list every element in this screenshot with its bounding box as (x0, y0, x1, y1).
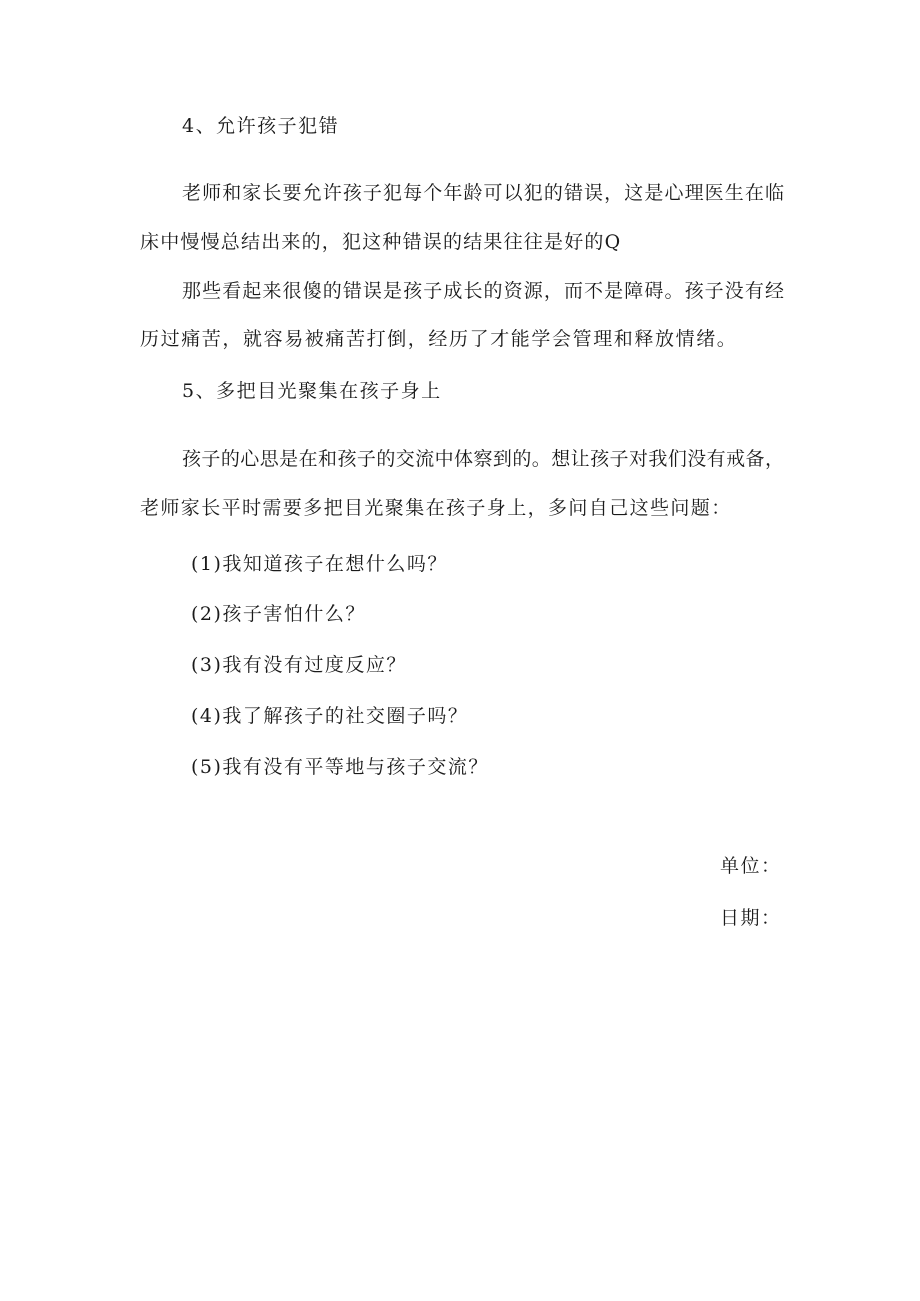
question-item-1: (1)我知道孩子在想什么吗？ (191, 553, 448, 575)
date-label: 日期： (720, 907, 782, 929)
section-4-paragraph-1-line-1: 老师和家长要允许孩子犯每个年龄可以犯的错误，这是心理医生在临 (182, 182, 784, 204)
section-4-paragraph-1-line-2: 床中慢慢总结出来的，犯这种错误的结果往往是好的Q (140, 231, 622, 253)
unit-label: 单位： (720, 855, 782, 877)
section-5-paragraph-1-line-1: 孩子的心思是在和孩子的交流中体察到的。想让孩子对我们没有戒备， (182, 448, 784, 470)
section-4-heading: 4、允许孩子犯错 (182, 115, 340, 137)
question-item-4: (4)我了解孩子的社交圈子吗？ (191, 705, 469, 727)
section-4-paragraph-2-line-1: 那些看起来很傻的错误是孩子成长的资源，而不是障碍。孩子没有经 (182, 280, 784, 302)
section-5-paragraph-1-line-2: 老师家长平时需要多把目光聚集在孩子身上，多问自己这些问题： (140, 497, 732, 519)
section-4-paragraph-2-line-2: 历过痛苦，就容易被痛苦打倒，经历了才能学会管理和释放情绪。 (140, 328, 738, 350)
question-item-5: (5)我有没有平等地与孩子交流？ (191, 756, 489, 778)
section-5-heading: 5、多把目光聚集在孩子身上 (182, 380, 442, 402)
question-item-2: (2)孩子害怕什么？ (191, 603, 366, 625)
question-item-3: (3)我有没有过度反应？ (191, 654, 407, 676)
